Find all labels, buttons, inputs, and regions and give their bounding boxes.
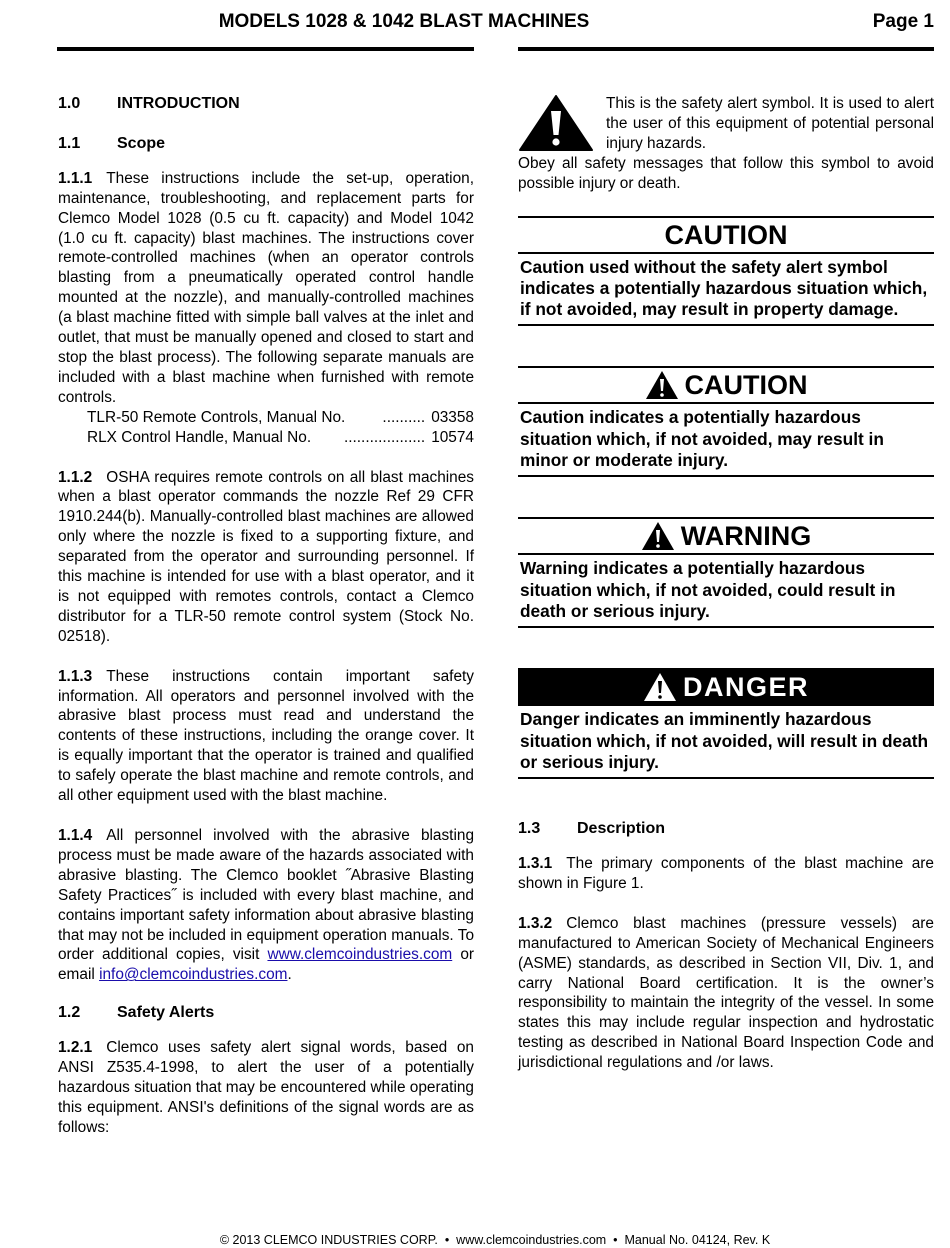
safety-alert-triangle-icon [641, 521, 675, 551]
section-number: 1.1 [58, 134, 81, 152]
section-number: 1.2 [58, 1004, 81, 1022]
section-title: Safety Alerts [117, 1004, 215, 1022]
section-title: Scope [117, 134, 166, 152]
manual-reference-rlx [58, 428, 474, 448]
obey-instruction: Obey all safety messages that follow this symbol to avoid possible injury or death. [518, 154, 934, 192]
reference-number: 03358 [431, 408, 474, 426]
paragraph-number: 1.1.2 [58, 468, 93, 486]
paragraph-1-1-3 [58, 667, 474, 806]
caution-heading-row [518, 368, 934, 404]
paragraph-1-2-1 [58, 1038, 474, 1138]
paragraph-number: 1.3.1 [518, 855, 553, 872]
paragraph-text: OSHA requires remote controls on all blast machines when a blast operator commands the nozzle Ref 29 CFR 1910.244(b). Manually-controlled blast machines are allowed only where the nozzle is fixed to a supporting fixture, and separated from the operator and surrounding personnel. If this machine is intended for use with a blast operator, and it is not equipped with remotes controls, contact a Clemco distributor for a TLR-50 remote control system (Stock No. 02518). [58, 468, 474, 645]
paragraph-text: These instructions include the set-up, operation, maintenance, troubleshooting, and replacement parts for Clemco Model 1028 (0.5 cu ft. capacity) and Model 1042 (1.0 cu ft. capacity) blast machines. The instructions cover remote-controlled machines (when an operator controls blasting from a pneumatically operated control handle mounted at the nozzle), and manually-controlled machines (a blast machine fitted with simple ball valves at the inlet and outlet, that must be manually opened and closed to start and stop the blast process). The following separate manuals are included with a blast machine when furnished with remote controls. [58, 169, 474, 406]
safety-symbol-block [518, 94, 934, 194]
section-1-2-heading [58, 1003, 474, 1023]
section-1-0-heading [58, 94, 474, 114]
paragraph-1-1-4 [58, 826, 474, 985]
paragraph-number: 1.2.1 [58, 1039, 93, 1057]
caution-heading: CAUTION [518, 218, 934, 254]
page-footer: © 2013 CLEMCO INDUSTRIES CORP. • www.clemcoindustries.com • Manual No. 04124, Rev. K [219, 1233, 771, 1247]
paragraph-number: 1.1.3 [58, 667, 93, 685]
paragraph-text: The primary components of the blast machine are shown in Figure 1. [518, 855, 934, 892]
reference-dots: .......... [382, 408, 426, 426]
section-1-3-heading [518, 819, 934, 839]
paragraph-1-1-2 [58, 468, 474, 647]
section-1-1-heading [58, 134, 474, 154]
danger-heading: DANGER [682, 672, 809, 703]
paragraph-text: Clemco blast machines (pressure vessels) are manufactured to American Society of Mechanical Engineers (ASME) standards, as described in Section VII, Div. 1, and carry National Board certification. It is the owner’s responsibility to maintain the integrity of the vessel. In some states this may include regular inspection and hydrostatic testing as described in National Board Inspection Code and jurisdictional regulations and /or laws. [518, 914, 934, 1072]
reference-number: 10574 [431, 428, 474, 446]
safety-alert-triangle-icon [643, 672, 677, 702]
warning-description: Warning indicates a potentially hazardous situation which, if not avoided, could result in death or serious injury. [520, 558, 896, 621]
page-header-title: MODELS 1028 & 1042 BLAST MACHINES [218, 11, 590, 32]
safety-alert-triangle-icon [518, 94, 594, 152]
section-title: INTRODUCTION [117, 95, 240, 112]
caution-heading: CAUTION [684, 370, 808, 401]
caution-description: Caution used without the safety alert symbol indicates a potentially hazardous situation which, if not avoided, may result in property damage. [520, 256, 928, 320]
section-title: Description [577, 820, 666, 838]
danger-heading-row [518, 668, 934, 706]
reference-label: RLX Control Handle, Manual No. [87, 428, 312, 446]
paragraph-number: 1.3.2 [518, 914, 553, 932]
warning-heading-row [518, 519, 934, 555]
paragraph-text: or email [58, 946, 474, 984]
manual-reference-tlr50 [58, 408, 474, 428]
warning-box [518, 517, 934, 628]
paragraph-1-1-1 [58, 169, 474, 408]
reference-dots: ................... [343, 428, 426, 446]
header-rule-right [518, 47, 934, 51]
safety-symbol-description: This is the safety alert symbol. It is used to alert the user of this equipment of potential personal injury hazards. [606, 95, 934, 152]
paragraph-number: 1.1.4 [58, 827, 93, 844]
website-link[interactable]: www.clemcoindustries.com [267, 946, 453, 964]
section-number: 1.0 [58, 95, 81, 112]
left-column [58, 94, 474, 1138]
caution-box [518, 366, 934, 477]
paragraph-text: Clemco uses safety alert signal words, based on ANSI Z535.4-1998, to alert the user of a potentially hazardous situation that may be encountered while operating this equipment. ANSI's definitions of the signal words are as follows: [58, 1039, 474, 1136]
page-number: Page 1 [872, 11, 934, 32]
reference-label: TLR-50 Remote Controls, Manual No. [87, 408, 346, 426]
paragraph-1-3-1 [518, 854, 934, 894]
safety-alert-triangle-icon [645, 370, 679, 400]
right-column [518, 94, 934, 1073]
danger-box [518, 668, 934, 779]
email-link[interactable]: info@clemcoindustries.com [99, 966, 288, 984]
paragraph-number: 1.1.1 [58, 169, 93, 187]
header-rule-left [57, 47, 474, 51]
paragraph-text: All personnel involved with the abrasive blasting process must be made aware of the hazards associated with abrasive blasting. The Clemco booklet ˝Abrasive Blasting Safety Practices˝ is included with every blast machine, and contains important safety information about abrasive blasting that may not be included in equipment operation manuals. To order additional copies, visit [58, 827, 474, 964]
warning-heading: WARNING [680, 521, 812, 552]
paragraph-1-3-2 [518, 914, 934, 1073]
paragraph-end: . [287, 966, 292, 984]
paragraph-text: These instructions contain important safety information. All operators and personnel involved with the abrasive blast process must read and understand the contents of these instructions, including the orange cover. It is equally important that the operator is trained and qualified to safely operate the blast machine and remote controls, and all other equipment used with the blast machine. [58, 667, 474, 805]
caution-description: Caution indicates a potentially hazardous situation which, if not avoided, may result in minor or moderate injury. [520, 407, 884, 471]
caution-no-symbol-box [518, 216, 934, 327]
danger-description: Danger indicates an imminently hazardous situation which, if not avoided, will result in death or serious injury. [520, 709, 929, 772]
section-number: 1.3 [518, 820, 541, 838]
